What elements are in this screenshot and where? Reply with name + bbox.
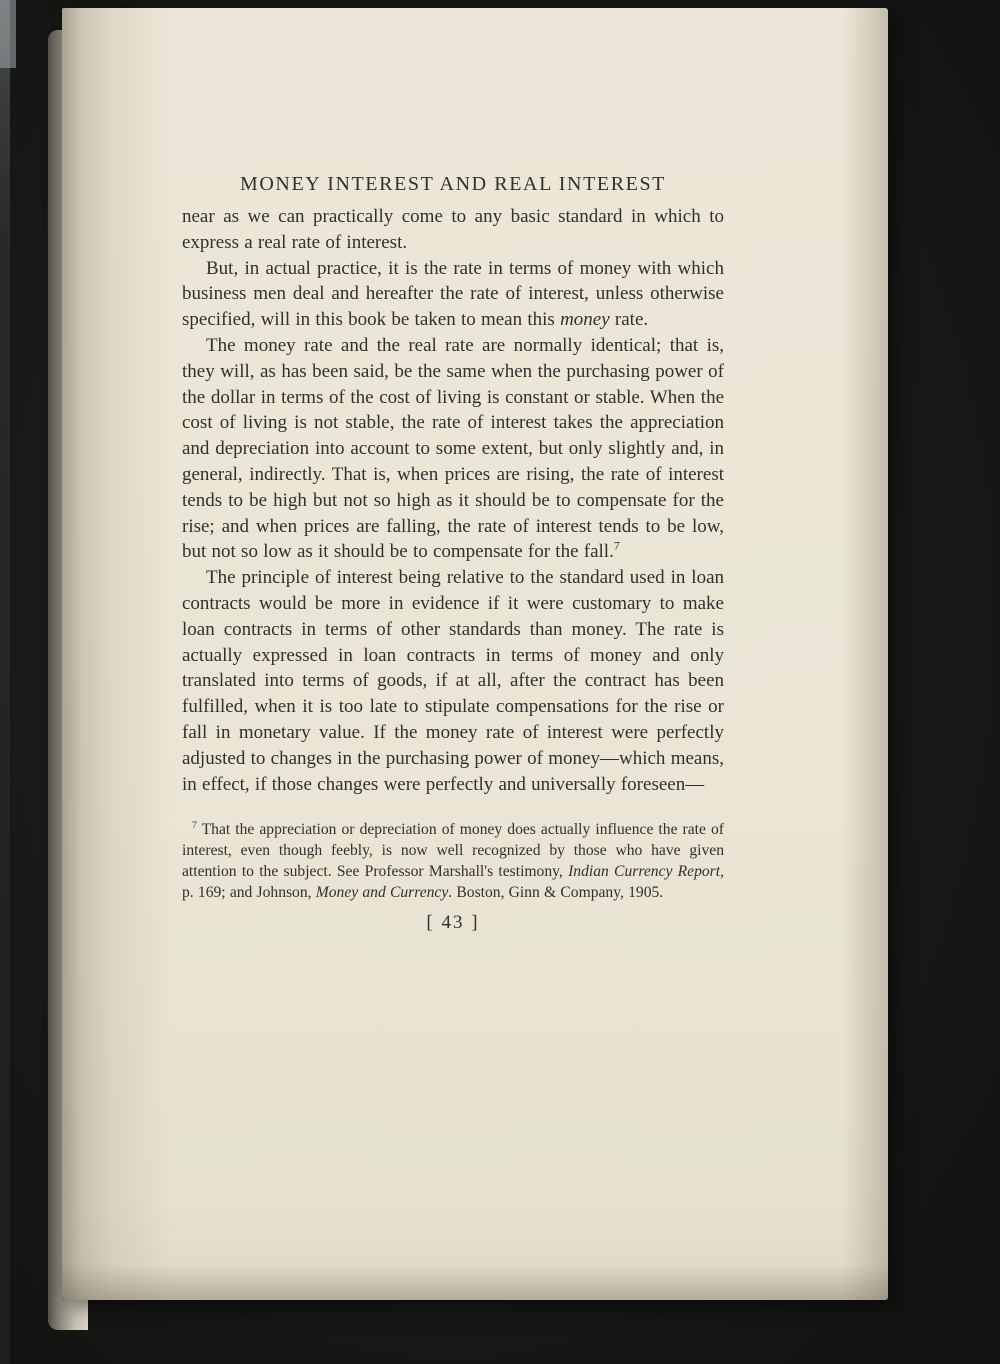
book-spine-edge — [0, 0, 10, 1364]
body-paragraph — [182, 565, 724, 797]
page-number: [ 43 ] — [426, 912, 480, 934]
body-paragraph — [182, 204, 724, 256]
paragraph-text-italic: money — [560, 309, 610, 331]
footnote-text-italic: Indian Currency Report, — [568, 863, 724, 881]
paragraph-text: rate. — [609, 309, 649, 331]
footnote-text: p. 169; and Johnson, — [182, 884, 316, 902]
page-content — [182, 173, 724, 934]
footnote-text: That the appreciation or depreciation of money does actually influence the rate of interest, even though feebly, is now well recognized by those who have given attention to the subject. See Professor Marshall's testimony, — [182, 821, 724, 881]
footnote-reference-marker: 7 — [613, 540, 620, 554]
body-paragraph — [182, 256, 724, 333]
paragraph-text: But, in actual practice, it is the rate in terms of money with which business men deal and hereafter the rate of interest, unless otherwise specified, will in this book be taken to mean this — [182, 257, 724, 331]
page-bottom-shading — [62, 1264, 888, 1300]
paragraph-text: The money rate and the real rate are normally identical; that is, they will, as has been said, be the same when the purchasing power of the dollar in terms of the cost of living is constant or stable. When the cost of living is not stable, the rate of interest takes the appreciation and depreciation into account to some extent, but only slightly and, in general, indirectly. That is, when prices are rising, the rate of interest tends to be high but not so high as it should be to compensate for the rise; and when prices are falling, the rate of interest tends to be low, but not so low as it should be to compensate for the fall. — [182, 334, 724, 563]
book-page — [62, 8, 888, 1300]
body-paragraph — [182, 333, 724, 565]
footnote-text: . Boston, Ginn & Company, 1905. — [448, 884, 664, 902]
footnote-marker: 7 — [192, 820, 197, 832]
body-text — [182, 204, 724, 797]
paragraph-text: near as we can practically come to any basic standard in which to express a real rate of interest. — [182, 206, 724, 253]
spine-top-highlight — [0, 0, 16, 68]
footnote — [182, 819, 724, 903]
footnote-text-italic: Money and Currency — [315, 884, 449, 902]
running-head: MONEY INTEREST AND REAL INTEREST — [240, 173, 666, 195]
paragraph-text: The principle of interest being relative to the standard used in loan contracts would be more in evidence if it were customary to make loan contracts in terms of other standards than money. The rate is actually expressed in loan contracts in terms of money and only translated into terms of goods, if at all, after the contract has been fulfilled, when it is too late to stipulate compensations for the rise or fall in monetary value. If the money rate of interest were perfectly adjusted to changes in the purchasing power of money—which means, in effect, if those changes were perfectly and universally foreseen— — [182, 567, 724, 795]
